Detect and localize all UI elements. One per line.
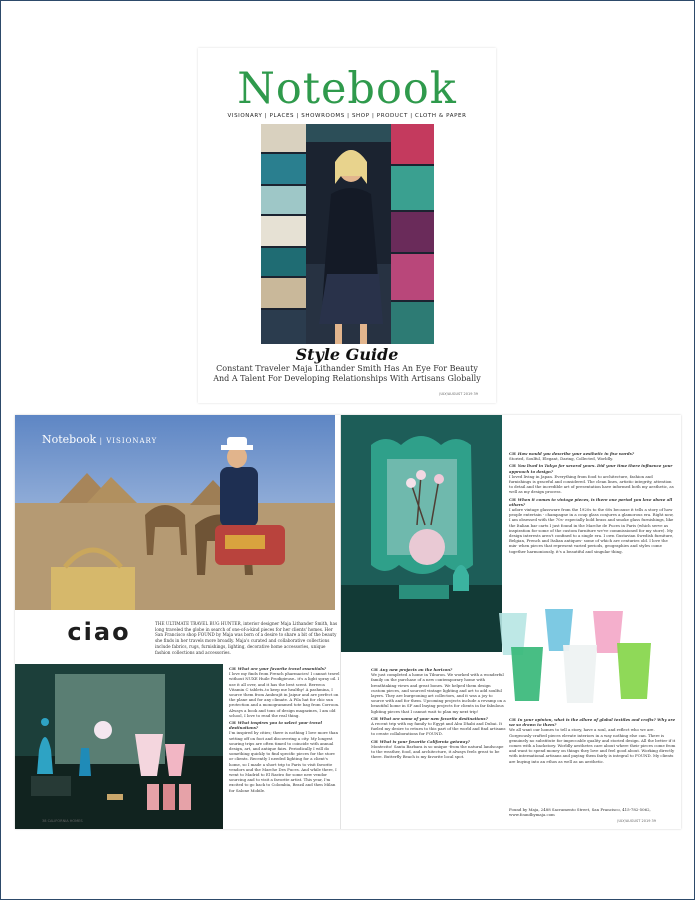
store-credit: Found by Maja, 2488 Sacramento Street, San Francisco, 415-782-5062, www.foundbymaja.com	[509, 807, 651, 817]
answer: A recent trip with my family to Egypt and Abu Dhabi and Dubai. It fueled my desire to return to this part of the world and find artisans to create collaborations for FOUND.	[371, 721, 506, 737]
glassware-photo	[15, 664, 223, 829]
question: CH What are some of your new favorite destinations?	[371, 715, 488, 721]
magazine-spread	[15, 415, 681, 829]
intro-paragraph: THE ULTIMATE TRAVEL BUG HUNTER, interior designer Maja Lithander Smith, has long traveled the globe in search of one-of-a-kind pieces for her clients' homes. Her San Francisco shop FOUND by Maja was born of a desire to share a bit of the beauty she finds in her travels more broadly. Maja's curated and collaborative collections include fabrics, rugs, furnishings, lighting, decorative home accessories, unique fashion collections and accessories.	[155, 621, 338, 655]
question: CH Any new projects on the horizon?	[371, 667, 453, 672]
question: CH What is your favorite California getaway?	[371, 738, 470, 744]
section-label: VISIONARY	[106, 437, 158, 445]
answer: I adore vintage glassware from the 1920s to the 60s because it tells a story of how people entertain - champagne in a coup glass conjures a glamorous era. Right now, I am obsessed with the 70s- especially bold brass and smoke glass furnishings, like the Italian bar carts I just found in the Marche de Puces in Paris (which serve as inspiration for some of the custom furniture we've commissioned for my store). My design interests aren't confined to a single era. I own Gustavian Swedish furniture, Belgian, French and Italian antiques- some of which are centuries old. I love the mix- when pieces that represent varied periods, geographies and styles come together harmoniously, it's a beautiful and singular thing.	[509, 507, 674, 554]
question: CH In your opinion, what is the allure of global textiles and crafts? Why are we so drawn to them?	[509, 717, 675, 728]
left-folio: 38 CALIFORNIA HOMES	[42, 819, 83, 823]
cover-folio: JULY/AUGUST 2019 39	[439, 392, 478, 396]
bag-lettering: ciao	[67, 618, 131, 646]
section-nav: VISIONARY | PLACES | SHOWROOMS | SHOP | PRODUCT | CLOTH & PAPER	[227, 113, 467, 119]
qa-column-right	[509, 449, 676, 554]
question: CH What inspires you to select your travel destinations?	[229, 720, 323, 731]
answer: Storied, Soulful, Elegant, Daring, Collected, Worldly.	[509, 456, 614, 462]
answer: I'm inspired by cities; there is nothing I love more than setting off on foot and discovering a city. My longest souring trips are often timed to coincide with annual design, art, and antique fairs. Periodically I will do something quickly to find specific pieces for the store or clients. Recently I needed lighting for a client's home, so I made a short trip to Paris to visit favorite vendors and the Marche Des Puces. And while there, I went to Madrid to El Rastro for some new vendor sourcing and to visit a favorite artist. This year, I'm excited to go back to Colombia, Brazil and then Milan for Salone Mobile.	[229, 730, 338, 793]
question: CH How would you describe your aesthetic in five words?	[509, 451, 635, 456]
qa-column-right-bottom	[509, 715, 676, 764]
left-page	[15, 415, 340, 829]
answer: I loved living in Japan. Everything from food to architecture, fashion and furnishings is graceful and considered. The clean lines, artistic integrity, attention to detail and the incredible art of presentation have informed both my aesthetic, as well as my design process.	[509, 473, 674, 495]
question: CH When it comes to vintage pieces, is there one period you love above all others?	[509, 496, 673, 507]
masthead: Notebook	[237, 64, 457, 114]
answer: I love my finds from French pharmacies! I cannot travel without NUXE Huile Prodigieuse– it's a light spray oil. I use it all over, and it has the best scent. Bereeca Vitamin C tablets–to keep me healthy! A pashmina, I source them from Ambrajit in Jaipur and are perfect on the plane and for any climate. A Fila hat for chic sun protection and a monogrammed tote bag from Corroon. Always a book and tons of design magazines, I am old school, I love to read the real thing.	[229, 671, 340, 718]
right-folio: JULY/AUGUST 2019 39	[617, 819, 656, 823]
answer: We just completed a home in Tiburon. We worked with a wonderful family on the purchase of a new contemporary home with breathtaking views and great bones. We helped them design custom pieces, and sourced vintage lighting and art to add soulful layers. They are burgeoning art collectors, and it was a joy to source with and for them. Upcoming projects include a revamp on a beautiful home in SF and buying projects for clients in far fabulous lighting pieces that I cannot wait to plan my next trip!	[371, 672, 506, 714]
answer: Montecito! Santa Barbara is so unique -from the natural landscape to the weather, food, and architecture, it always feels great to be there. Butterfly Beach is my favorite local spot.	[371, 743, 504, 760]
question: CH What are your favorite travel essentials?	[229, 666, 327, 671]
cover-photo	[261, 124, 434, 344]
mirror-photo	[341, 415, 502, 652]
colored-cups-photo	[481, 605, 681, 709]
right-page	[340, 415, 681, 829]
cover-subtitle	[198, 364, 496, 384]
section-title: Notebook	[42, 433, 97, 446]
qa-column-left	[229, 664, 340, 793]
cover-subtitle-line2: And A Talent For Developing Relationships With Artisans Globally	[213, 374, 481, 383]
answer: We all want our homes to tell a story, have a soul, and reflect who we are. Gorgeously-crafted pieces elevate interiors in a way nothing else can. There is genuinely no substitute for impeccable quality and storied design. All the better if it comes with a backstory. Worldly aesthetes care about where their pieces come from and want to spend money on things they love and feel good about. Working directly with international artisans and paying them fairly is integral to FOUND. My clients are buying into an ethos as well as an aesthetic.	[509, 727, 676, 764]
cover-subtitle-line1: Constant Traveler Maja Lithander Smith Has An Eye For Beauty	[216, 364, 478, 373]
question: CH You lived in Tokyo for several years. Did your time there influence your approach to design?	[509, 463, 673, 474]
cover-page	[198, 48, 496, 403]
cover-title: Style Guide	[295, 345, 399, 364]
section-header: Notebook | VISIONARY	[42, 433, 158, 446]
